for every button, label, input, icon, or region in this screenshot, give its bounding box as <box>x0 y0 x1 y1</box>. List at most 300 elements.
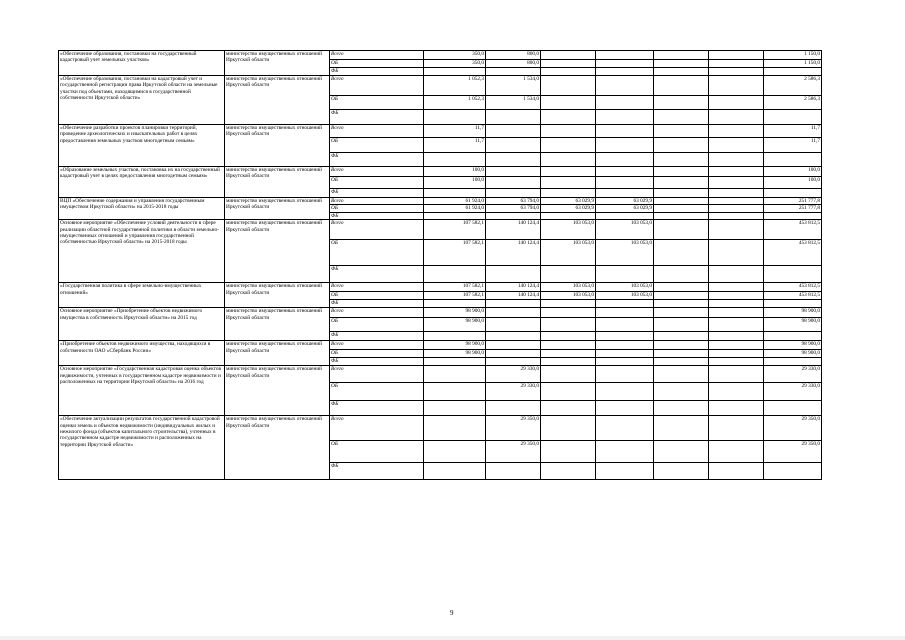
year-value-cell <box>596 125 654 138</box>
executor-cell: министерство имущественных отношений Иркутской области <box>225 220 330 283</box>
year-value-cell <box>486 332 541 341</box>
year-value-cell <box>654 401 709 416</box>
year-value-cell <box>596 60 654 68</box>
year-value-cell: 11,7 <box>424 125 486 138</box>
funding-source-cell: ОБ <box>330 350 424 358</box>
year-value-cell <box>541 60 596 68</box>
year-value-cell <box>541 308 596 318</box>
year-value-cell: 140 124,4 <box>486 292 541 300</box>
year-value-cell <box>486 266 541 283</box>
year-value-cell: 29 330,0 <box>486 383 541 401</box>
year-value-cell <box>486 153 541 167</box>
year-value-cell <box>541 96 596 110</box>
table-row <box>59 283 822 292</box>
funding-source-cell: ОБ <box>330 177 424 189</box>
year-value-cell <box>541 441 596 463</box>
year-value-cell <box>596 332 654 341</box>
year-value-cell <box>486 358 541 366</box>
year-value-cell <box>654 358 709 366</box>
year-value-cell <box>486 125 541 138</box>
funding-source-cell: ФБ <box>330 68 424 76</box>
year-value-cell: 103 053,0 <box>541 220 596 240</box>
year-value-cell <box>654 300 709 308</box>
year-value-cell <box>709 167 764 177</box>
funding-source-cell: ФБ <box>330 189 424 198</box>
funding-source-cell: Всего <box>330 198 424 205</box>
activity-name-cell: Основное мероприятие «Приобретение объектов недвижимого имущества в собственность Иркутской области» на 2015 год <box>59 308 225 341</box>
year-value-cell <box>654 205 709 212</box>
year-value-cell: 61 924,0 <box>424 198 486 205</box>
year-value-cell <box>596 341 654 350</box>
year-value-cell <box>541 68 596 76</box>
year-value-cell <box>596 76 654 96</box>
year-value-cell: 103 053,0 <box>541 283 596 292</box>
year-value-cell <box>541 332 596 341</box>
year-value-cell <box>709 350 764 358</box>
table-row <box>59 416 822 441</box>
year-value-cell <box>541 177 596 189</box>
year-value-cell: 103 053,0 <box>541 240 596 266</box>
activity-name-cell: Основное мероприятие «Обеспечение условий деятельности в сфере реализации областной государственной политики в области земельно-имущественных отношений и управления государственной собственностью Иркутской области» на 2015-2018 годы <box>59 220 225 283</box>
year-value-cell <box>486 308 541 318</box>
year-value-cell: 1 052,3 <box>424 76 486 96</box>
year-value-cell <box>654 76 709 96</box>
year-value-cell <box>424 463 486 480</box>
year-value-cell <box>541 341 596 350</box>
year-value-cell <box>654 198 709 205</box>
year-value-cell <box>424 332 486 341</box>
year-value-cell <box>709 177 764 189</box>
year-value-cell <box>486 401 541 416</box>
funding-source-cell: Всего <box>330 167 424 177</box>
funding-source-cell: Всего <box>330 416 424 441</box>
year-value-cell <box>486 463 541 480</box>
funding-source-cell: ОБ <box>330 318 424 332</box>
year-value-cell <box>654 463 709 480</box>
total-value-cell <box>764 189 822 198</box>
year-value-cell <box>709 220 764 240</box>
year-value-cell: 350,0 <box>424 51 486 60</box>
total-value-cell: 251 777,8 <box>764 198 822 205</box>
funding-source-cell: ФБ <box>330 300 424 308</box>
year-value-cell <box>486 300 541 308</box>
year-value-cell <box>486 212 541 219</box>
funding-source-cell: ОБ <box>330 205 424 212</box>
funding-source-cell: ОБ <box>330 292 424 300</box>
table-row <box>59 51 822 60</box>
funding-source-cell: ОБ <box>330 441 424 463</box>
year-value-cell <box>486 68 541 76</box>
year-value-cell <box>596 463 654 480</box>
funding-source-cell: ФБ <box>330 463 424 480</box>
table-row <box>59 220 822 240</box>
year-value-cell <box>654 292 709 300</box>
year-value-cell <box>541 463 596 480</box>
year-value-cell: 63 029,9 <box>541 205 596 212</box>
year-value-cell <box>541 125 596 138</box>
year-value-cell <box>541 266 596 283</box>
executor-cell: министерство имущественных отношений Иркутской области <box>225 416 330 480</box>
scan-bottom-edge <box>0 636 905 640</box>
year-value-cell: 140 124,4 <box>486 283 541 292</box>
budget-table <box>58 50 822 480</box>
activity-name-cell: «Обеспечение образования, постановки на государственный кадастровый учет земельных участков» <box>59 51 225 76</box>
year-value-cell <box>541 51 596 60</box>
year-value-cell: 63 029,9 <box>596 205 654 212</box>
table-row <box>59 308 822 318</box>
year-value-cell <box>424 189 486 198</box>
year-value-cell <box>709 266 764 283</box>
year-value-cell <box>654 283 709 292</box>
year-value-cell: 103 053,0 <box>596 292 654 300</box>
total-value-cell: 98 900,0 <box>764 341 822 350</box>
year-value-cell: 98 900,0 <box>424 341 486 350</box>
executor-cell: министерство имущественных отношений Иркутской области <box>225 125 330 167</box>
year-value-cell <box>654 266 709 283</box>
total-value-cell <box>764 110 822 125</box>
activity-name-cell: ВЦП «Обеспечение содержания и управления государственным имуществом Иркутской области» на 2015-2018 годы <box>59 198 225 220</box>
year-value-cell <box>424 212 486 219</box>
year-value-cell <box>424 68 486 76</box>
total-value-cell <box>764 153 822 167</box>
year-value-cell <box>709 366 764 383</box>
year-value-cell <box>596 358 654 366</box>
table-body <box>59 51 822 480</box>
year-value-cell: 1 052,3 <box>424 96 486 110</box>
total-value-cell: 98 900,0 <box>764 308 822 318</box>
year-value-cell <box>709 60 764 68</box>
total-value-cell: 2 586,3 <box>764 96 822 110</box>
executor-cell: министерство имущественных отношений Иркутской области <box>225 366 330 416</box>
year-value-cell <box>596 383 654 401</box>
total-value-cell <box>764 463 822 480</box>
year-value-cell: 107 582,1 <box>424 283 486 292</box>
year-value-cell <box>596 68 654 76</box>
year-value-cell: 140 124,4 <box>486 240 541 266</box>
funding-source-cell: Всего <box>330 51 424 60</box>
year-value-cell <box>541 416 596 441</box>
year-value-cell: 100,0 <box>424 167 486 177</box>
year-value-cell <box>709 292 764 300</box>
year-value-cell <box>596 308 654 318</box>
table-row <box>59 198 822 205</box>
year-value-cell: 103 053,0 <box>596 240 654 266</box>
year-value-cell <box>486 341 541 350</box>
total-value-cell <box>764 358 822 366</box>
table-row <box>59 341 822 350</box>
funding-source-cell: ОБ <box>330 383 424 401</box>
year-value-cell <box>709 332 764 341</box>
year-value-cell <box>424 300 486 308</box>
funding-source-cell: ФБ <box>330 358 424 366</box>
year-value-cell <box>596 366 654 383</box>
year-value-cell <box>709 341 764 350</box>
activity-name-cell: Основное мероприятие «Государственная кадастровая оценка объектов недвижимости, учтенных в государственном кадастре недвижимости и расположенных на территории Иркутской области» на 2016 год <box>59 366 225 416</box>
year-value-cell <box>596 416 654 441</box>
year-value-cell: 63 029,9 <box>596 198 654 205</box>
total-value-cell: 251 777,8 <box>764 205 822 212</box>
activity-name-cell: «Образование земельных участков, постановка их на государственный кадастровый учет в целях предоставления многодетным семьям» <box>59 167 225 198</box>
funding-source-cell: Всего <box>330 341 424 350</box>
year-value-cell <box>654 318 709 332</box>
year-value-cell <box>654 177 709 189</box>
year-value-cell <box>486 110 541 125</box>
total-value-cell: 453 812,5 <box>764 292 822 300</box>
total-value-cell: 29 330,0 <box>764 366 822 383</box>
year-value-cell <box>709 125 764 138</box>
year-value-cell <box>541 383 596 401</box>
year-value-cell: 107 582,1 <box>424 292 486 300</box>
year-value-cell <box>596 51 654 60</box>
table-row <box>59 76 822 96</box>
page-number: 9 <box>450 609 454 617</box>
executor-cell: министерство имущественных отношений Иркутской области <box>225 51 330 76</box>
year-value-cell: 800,0 <box>486 51 541 60</box>
year-value-cell <box>654 366 709 383</box>
year-value-cell <box>654 332 709 341</box>
funding-source-cell: ОБ <box>330 60 424 68</box>
year-value-cell: 11,7 <box>424 138 486 153</box>
total-value-cell: 1 150,0 <box>764 60 822 68</box>
year-value-cell <box>709 358 764 366</box>
year-value-cell <box>654 308 709 318</box>
year-value-cell <box>654 138 709 153</box>
table-row <box>59 167 822 177</box>
activity-name-cell: «Приобретение объектов недвижимого имущества, находящихся в собственности ОАО «Сбербанк России» <box>59 341 225 366</box>
activity-name-cell: «Обеспечение актуализации результатов государственной кадастровой оценки земель и объектов недвижимости (индивидуальных жилых и нежилого фонда (объектов капитального строительства), учтенных в государственном кадастре недвижимости и расположенных на территории Иркутской области» <box>59 416 225 480</box>
total-value-cell: 1 150,0 <box>764 51 822 60</box>
year-value-cell <box>486 177 541 189</box>
year-value-cell <box>654 60 709 68</box>
funding-source-cell: ОБ <box>330 96 424 110</box>
total-value-cell: 11,7 <box>764 138 822 153</box>
total-value-cell: 453 812,5 <box>764 240 822 266</box>
year-value-cell <box>654 189 709 198</box>
year-value-cell: 63 029,9 <box>541 198 596 205</box>
total-value-cell: 2 586,3 <box>764 76 822 96</box>
year-value-cell: 103 053,0 <box>596 220 654 240</box>
year-value-cell <box>541 401 596 416</box>
year-value-cell <box>709 138 764 153</box>
year-value-cell <box>654 350 709 358</box>
year-value-cell: 350,0 <box>424 60 486 68</box>
year-value-cell <box>541 167 596 177</box>
year-value-cell: 63 794,0 <box>486 205 541 212</box>
funding-source-cell: ОБ <box>330 138 424 153</box>
year-value-cell <box>596 401 654 416</box>
year-value-cell <box>596 167 654 177</box>
total-value-cell: 11,7 <box>764 125 822 138</box>
year-value-cell: 103 053,0 <box>541 292 596 300</box>
year-value-cell <box>541 76 596 96</box>
table-row <box>59 366 822 383</box>
funding-source-cell: ФБ <box>330 212 424 219</box>
year-value-cell <box>596 266 654 283</box>
year-value-cell <box>654 441 709 463</box>
total-value-cell: 100,0 <box>764 177 822 189</box>
funding-source-cell: ФБ <box>330 266 424 283</box>
year-value-cell <box>596 441 654 463</box>
year-value-cell <box>709 198 764 205</box>
executor-cell: министерство имущественных отношений Иркутской области <box>225 341 330 366</box>
year-value-cell <box>424 416 486 441</box>
year-value-cell <box>709 189 764 198</box>
year-value-cell <box>424 383 486 401</box>
year-value-cell: 98 900,0 <box>424 318 486 332</box>
year-value-cell <box>424 441 486 463</box>
year-value-cell <box>541 318 596 332</box>
year-value-cell <box>709 205 764 212</box>
funding-source-cell: Всего <box>330 308 424 318</box>
year-value-cell <box>596 212 654 219</box>
year-value-cell: 29 350,0 <box>486 441 541 463</box>
total-value-cell: 100,0 <box>764 167 822 177</box>
activity-name-cell: «Государственная политика в сфере земельно-имущественных отношений» <box>59 283 225 308</box>
year-value-cell <box>424 266 486 283</box>
year-value-cell <box>541 138 596 153</box>
total-value-cell: 29 330,0 <box>764 383 822 401</box>
year-value-cell <box>709 212 764 219</box>
total-value-cell: 453 812,5 <box>764 220 822 240</box>
year-value-cell <box>654 51 709 60</box>
total-value-cell: 98 900,0 <box>764 318 822 332</box>
total-value-cell <box>764 212 822 219</box>
total-value-cell <box>764 266 822 283</box>
year-value-cell <box>596 318 654 332</box>
year-value-cell: 29 350,0 <box>486 416 541 441</box>
total-value-cell: 453 812,5 <box>764 283 822 292</box>
year-value-cell: 103 053,0 <box>596 283 654 292</box>
year-value-cell <box>709 383 764 401</box>
year-value-cell <box>709 153 764 167</box>
funding-source-cell: Всего <box>330 76 424 96</box>
funding-source-cell: Всего <box>330 125 424 138</box>
year-value-cell <box>709 76 764 96</box>
year-value-cell <box>654 110 709 125</box>
year-value-cell: 98 900,0 <box>424 350 486 358</box>
year-value-cell <box>654 220 709 240</box>
executor-cell: министерство имущественных отношений Иркутской области <box>225 76 330 125</box>
total-value-cell: 29 350,0 <box>764 416 822 441</box>
total-value-cell <box>764 68 822 76</box>
year-value-cell <box>541 300 596 308</box>
year-value-cell <box>596 138 654 153</box>
year-value-cell <box>596 189 654 198</box>
year-value-cell <box>709 68 764 76</box>
year-value-cell <box>709 240 764 266</box>
activity-name-cell: «Обеспечение разработки проектов планировки территорий, проведение археологических и изыскательных работ в целях предоставления земельных участков многодетным семьям» <box>59 125 225 167</box>
year-value-cell: 61 924,0 <box>424 205 486 212</box>
executor-cell: министерство имущественных отношений Иркутской области <box>225 198 330 220</box>
year-value-cell <box>709 300 764 308</box>
year-value-cell <box>486 138 541 153</box>
year-value-cell <box>709 308 764 318</box>
year-value-cell <box>596 153 654 167</box>
year-value-cell <box>541 358 596 366</box>
year-value-cell <box>654 240 709 266</box>
activity-name-cell: «Обеспечение образования, постановки на кадастровый учет и государственной регистрации права Иркутской области на земельные участки под объектами, находящимися в государственной собственности Иркутской области» <box>59 76 225 125</box>
year-value-cell <box>654 167 709 177</box>
year-value-cell: 100,0 <box>424 177 486 189</box>
year-value-cell <box>709 51 764 60</box>
executor-cell: министерство имущественных отношений Иркутской области <box>225 308 330 341</box>
year-value-cell <box>709 96 764 110</box>
year-value-cell <box>654 68 709 76</box>
funding-source-cell: Всего <box>330 366 424 383</box>
year-value-cell <box>541 212 596 219</box>
year-value-cell: 98 900,0 <box>424 308 486 318</box>
year-value-cell: 1 534,0 <box>486 76 541 96</box>
year-value-cell <box>424 401 486 416</box>
year-value-cell <box>486 318 541 332</box>
funding-source-cell: ФБ <box>330 110 424 125</box>
funding-source-cell: ОБ <box>330 240 424 266</box>
year-value-cell <box>654 96 709 110</box>
year-value-cell <box>486 189 541 198</box>
year-value-cell <box>709 463 764 480</box>
year-value-cell: 63 794,0 <box>486 198 541 205</box>
executor-cell: министерство имущественных отношений Иркутской области <box>225 167 330 198</box>
year-value-cell <box>709 283 764 292</box>
funding-source-cell: Всего <box>330 283 424 292</box>
year-value-cell: 107 582,1 <box>424 220 486 240</box>
funding-source-cell: ФБ <box>330 401 424 416</box>
year-value-cell <box>424 153 486 167</box>
year-value-cell <box>486 167 541 177</box>
year-value-cell <box>654 416 709 441</box>
total-value-cell <box>764 401 822 416</box>
year-value-cell <box>596 96 654 110</box>
year-value-cell <box>654 383 709 401</box>
year-value-cell <box>596 110 654 125</box>
year-value-cell: 29 330,0 <box>486 366 541 383</box>
year-value-cell <box>709 318 764 332</box>
year-value-cell <box>596 300 654 308</box>
year-value-cell <box>709 416 764 441</box>
year-value-cell <box>596 350 654 358</box>
year-value-cell <box>541 110 596 125</box>
year-value-cell: 107 582,1 <box>424 240 486 266</box>
year-value-cell <box>424 358 486 366</box>
year-value-cell: 1 534,0 <box>486 96 541 110</box>
table-row <box>59 125 822 138</box>
year-value-cell: 800,0 <box>486 60 541 68</box>
year-value-cell <box>541 350 596 358</box>
year-value-cell <box>424 366 486 383</box>
total-value-cell: 29 350,0 <box>764 441 822 463</box>
total-value-cell <box>764 332 822 341</box>
year-value-cell <box>424 110 486 125</box>
year-value-cell <box>654 125 709 138</box>
executor-cell: министерство имущественных отношений Иркутской области <box>225 283 330 308</box>
year-value-cell <box>709 441 764 463</box>
funding-source-cell: ФБ <box>330 153 424 167</box>
total-value-cell: 98 900,0 <box>764 350 822 358</box>
year-value-cell: 140 124,4 <box>486 220 541 240</box>
year-value-cell <box>486 350 541 358</box>
year-value-cell <box>541 366 596 383</box>
funding-source-cell: Всего <box>330 220 424 240</box>
year-value-cell <box>654 212 709 219</box>
year-value-cell <box>709 110 764 125</box>
total-value-cell <box>764 300 822 308</box>
year-value-cell <box>654 153 709 167</box>
year-value-cell <box>654 341 709 350</box>
year-value-cell <box>541 189 596 198</box>
funding-source-cell: ФБ <box>330 332 424 341</box>
year-value-cell <box>596 177 654 189</box>
year-value-cell <box>541 153 596 167</box>
